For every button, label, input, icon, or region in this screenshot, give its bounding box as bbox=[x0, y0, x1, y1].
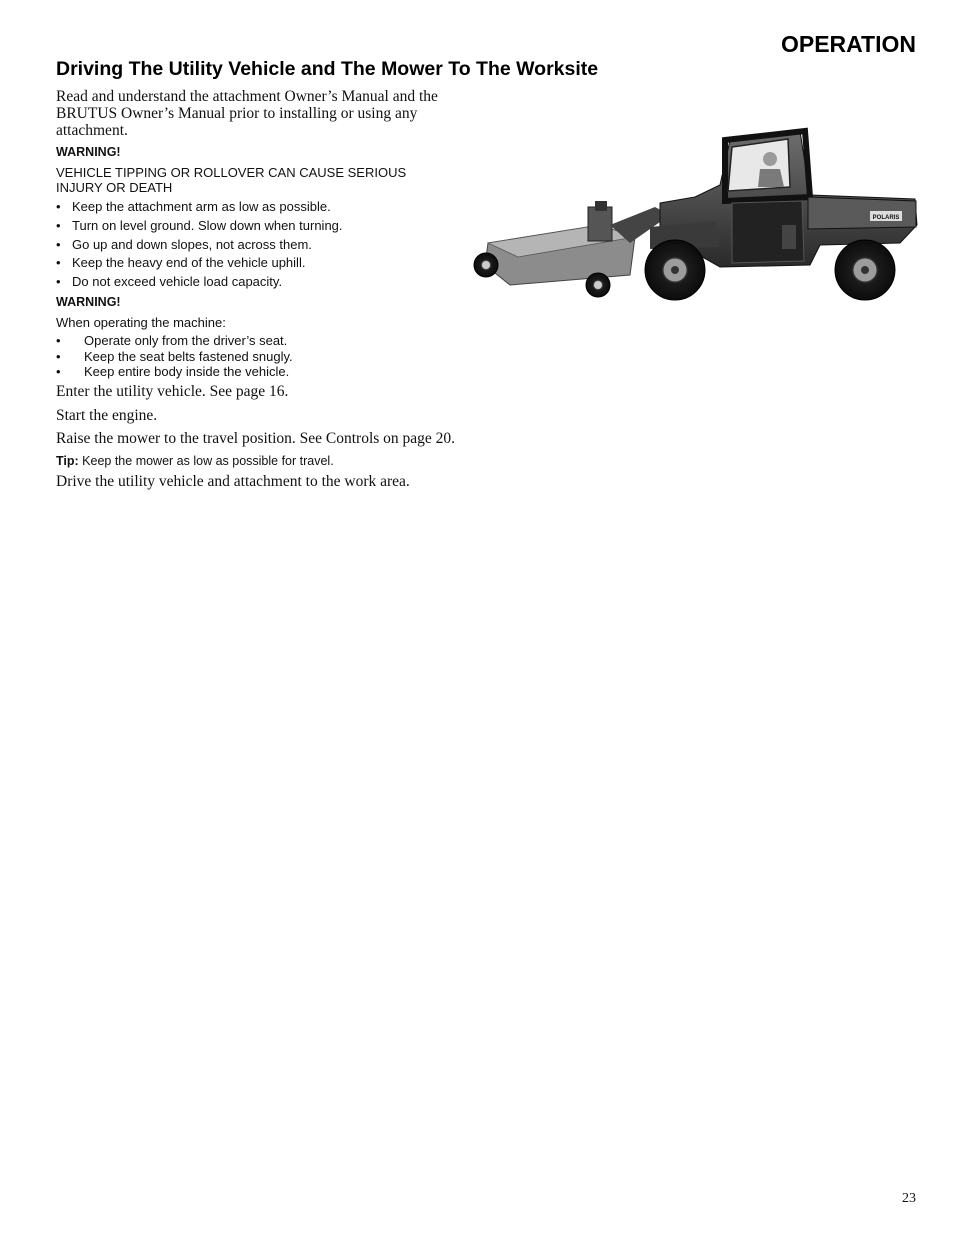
list-item: • Keep the heavy end of the vehicle uphill. bbox=[56, 254, 343, 273]
warning-label: WARNING! bbox=[56, 295, 121, 309]
bullet-icon: • bbox=[56, 333, 61, 348]
step-text: Raise the mower to the travel position. See Controls on page 20. bbox=[56, 430, 456, 447]
bullet-icon: • bbox=[56, 236, 61, 252]
step-text: Start the engine. bbox=[56, 407, 158, 424]
page-title: Driving The Utility Vehicle and The Mower To The Worksite bbox=[56, 58, 599, 80]
list-item: • Operate only from the driver’s seat. bbox=[56, 333, 288, 348]
list-item: • Keep entire body inside the vehicle. bbox=[56, 364, 290, 379]
polaris-badge: POLARIS bbox=[872, 215, 900, 221]
bullet-icon: • bbox=[56, 364, 61, 379]
bullet-icon: • bbox=[56, 255, 61, 271]
list-item: • Turn on level ground. Slow down when turning. bbox=[56, 217, 343, 236]
section-header: OPERATION bbox=[780, 31, 916, 57]
vehicle-with-mower-illustration bbox=[470, 125, 920, 305]
mower-deck bbox=[474, 201, 670, 297]
list-item: • Keep the attachment arm as low as possible. bbox=[56, 198, 343, 217]
bullet-icon: • bbox=[56, 348, 61, 364]
tip-text: Keep the mower as low as possible for travel. bbox=[82, 454, 334, 468]
bullet-icon: • bbox=[56, 199, 61, 214]
warning-text: When operating the machine: bbox=[56, 315, 226, 330]
list-item: • Keep the seat belts fastened snugly. bbox=[56, 348, 293, 364]
bullet-icon: • bbox=[56, 274, 61, 290]
warning-list bbox=[56, 333, 293, 380]
warning-text: VEHICLE TIPPING OR ROLLOVER CAN CAUSE SERIOUS INJURY OR DEATH bbox=[56, 165, 407, 195]
warning-label: WARNING! bbox=[56, 145, 121, 159]
warning-list bbox=[56, 198, 343, 292]
intro-paragraph: Read and understand the attachment Owner’s Manual and the BRUTUS Owner’s Manual prior to installing or using any attachment. bbox=[56, 88, 438, 139]
list-item: • Go up and down slopes, not across them. bbox=[56, 236, 343, 255]
tip-label: Tip: bbox=[56, 454, 79, 468]
bullet-icon: • bbox=[56, 217, 61, 233]
list-item: • Do not exceed vehicle load capacity. bbox=[56, 273, 343, 292]
step-text: Enter the utility vehicle. See page 16. bbox=[56, 383, 289, 400]
step-text: Drive the utility vehicle and attachment to the work area. bbox=[56, 473, 410, 490]
tip-note bbox=[56, 454, 334, 468]
page-number: 23 bbox=[902, 1191, 916, 1206]
